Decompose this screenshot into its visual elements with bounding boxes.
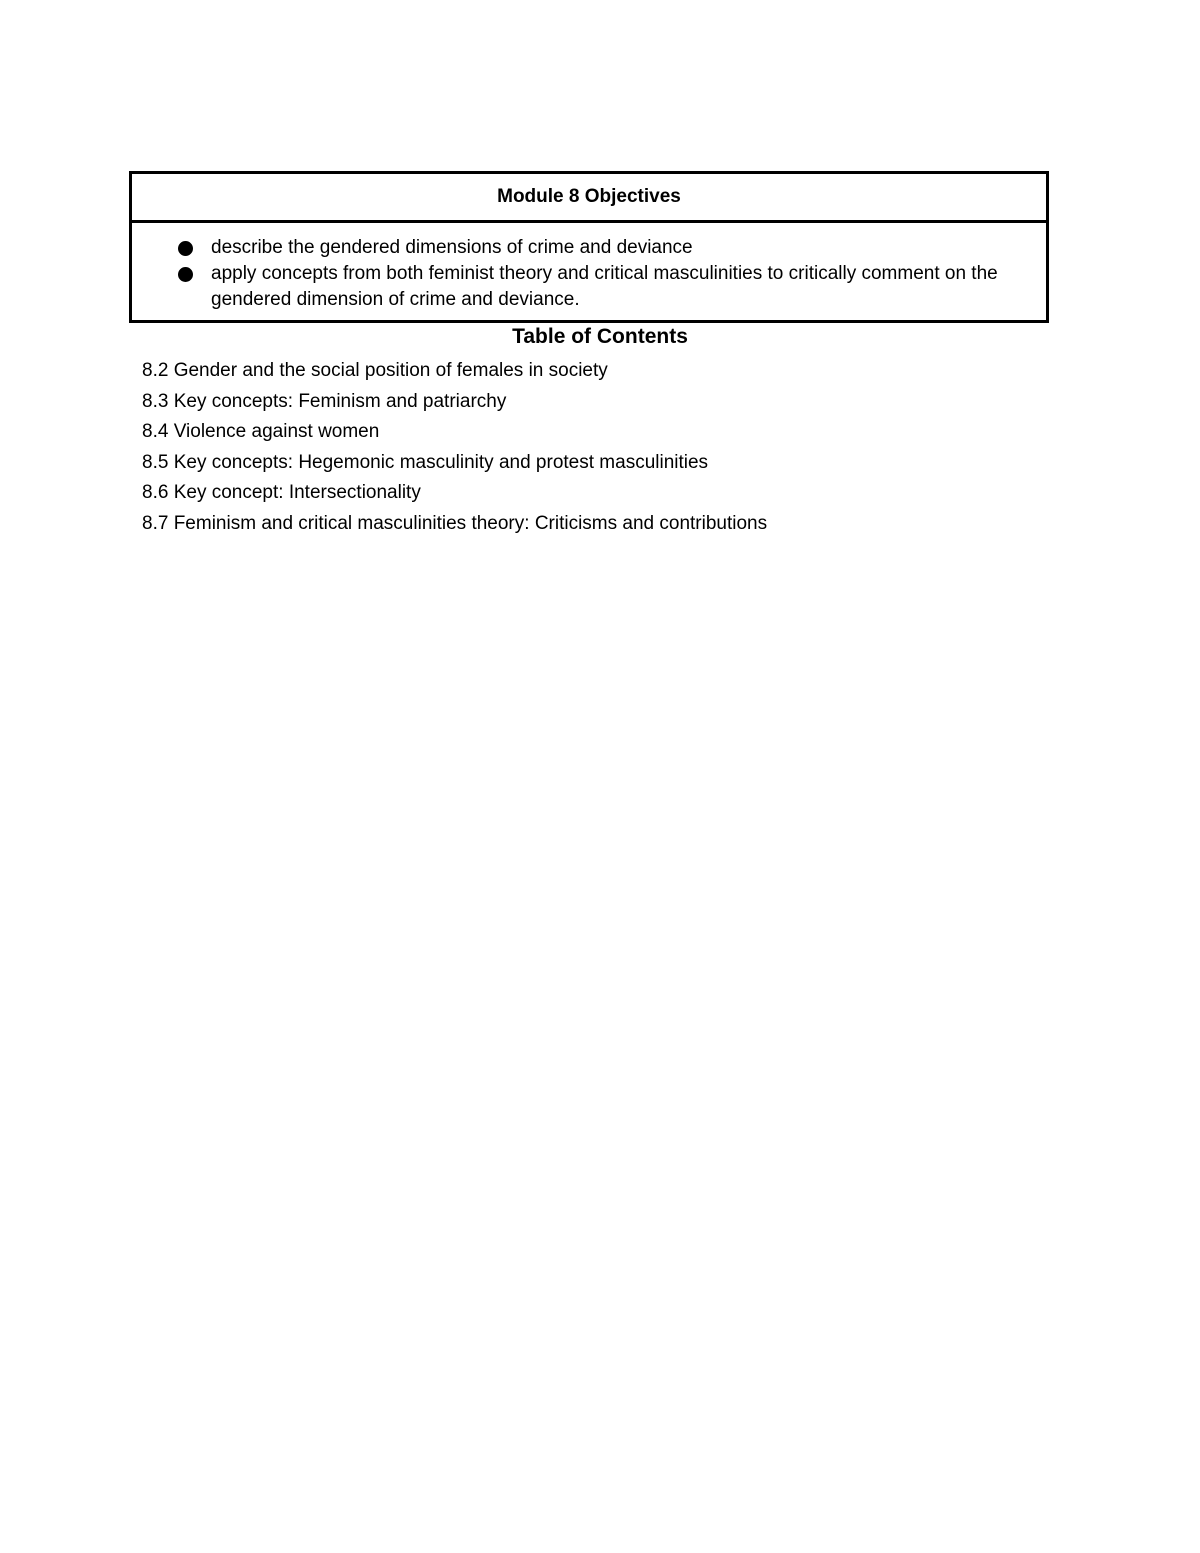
toc-item-number: 8.6 [142, 482, 169, 503]
toc-item-number: 8.3 [142, 390, 169, 412]
toc-item-text: Gender and the social position of females in society [173, 360, 608, 381]
toc-item [142, 448, 767, 479]
toc-item-number: 8.5 [142, 451, 169, 473]
toc-list [142, 356, 767, 539]
objective-item [132, 235, 1046, 261]
toc-item-text: Key concepts: Hegemonic masculinity and protest masculinities [173, 451, 709, 473]
toc-item-text: Key concepts: Feminism and patriarchy [173, 390, 507, 412]
objective-item [132, 261, 1046, 313]
toc-item [142, 356, 767, 387]
objective-text: describe the gendered dimensions of crime and deviance [211, 237, 693, 258]
objectives-box [129, 171, 1049, 323]
toc-item [142, 478, 767, 509]
toc-item-number: 8.4 [142, 421, 169, 442]
toc-item-number: 8.7 [142, 512, 169, 534]
bullet-icon [178, 241, 193, 256]
objective-text: apply concepts from both feminist theory and critical masculinities to critically comment on the gendered dimension of crime and deviance. [211, 263, 998, 310]
toc-item-text: Violence against women [173, 421, 380, 442]
toc-title: Table of Contents [512, 325, 688, 348]
objectives-list [132, 223, 1046, 313]
toc-item [142, 509, 767, 540]
toc-item [142, 387, 767, 418]
toc-item-text: Key concept: Intersectionality [173, 482, 421, 503]
bullet-icon [178, 267, 193, 282]
objectives-heading: Module 8 Objectives [132, 174, 1046, 223]
toc-item-text: Feminism and critical masculinities theory: Criticisms and contributions [173, 512, 768, 534]
toc-item [142, 417, 767, 448]
toc-item-number: 8.2 [142, 360, 169, 381]
